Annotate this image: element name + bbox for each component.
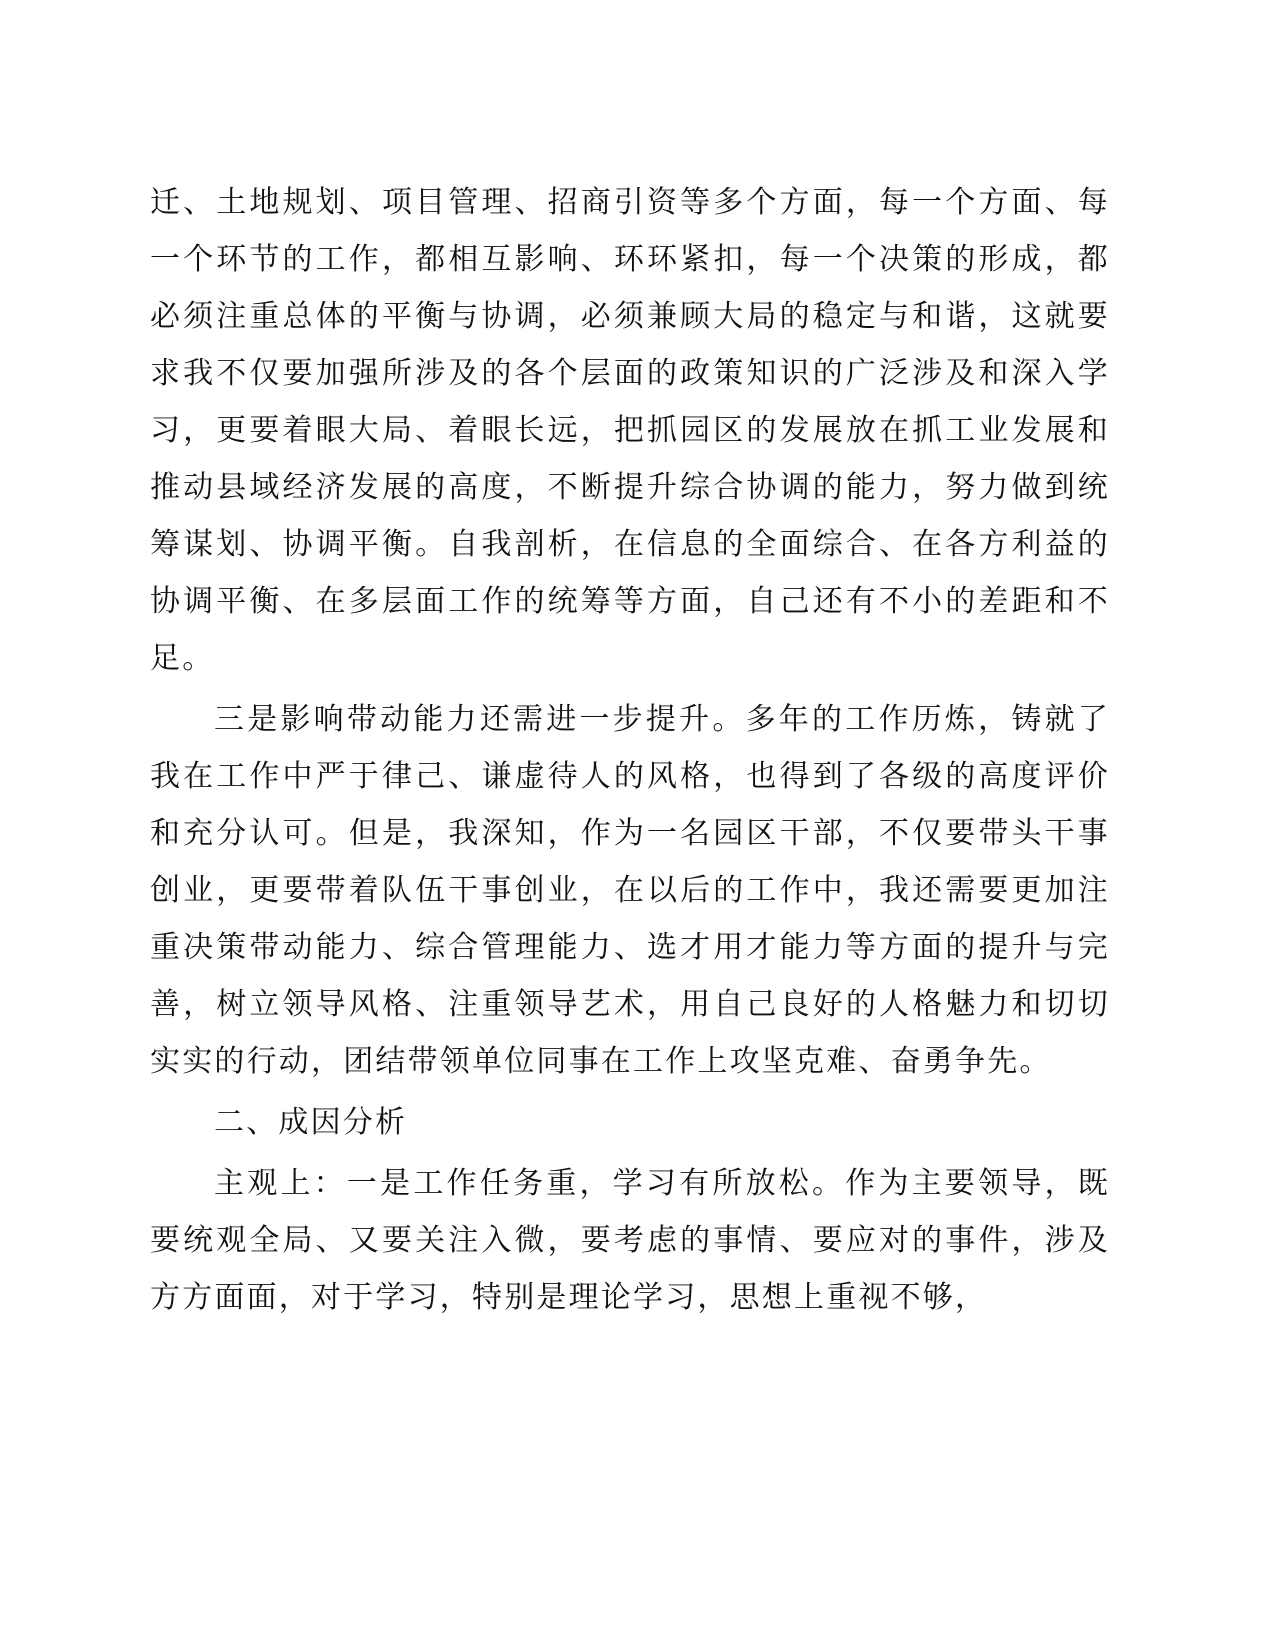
paragraph-point-three: 三是影响带动能力还需进一步提升。多年的工作历炼，铸就了我在工作中严于律己、谦虚待人的风格，也得到了各级的高度评价和充分认可。但是，我深知，作为一名园区干部，不仅要带头干事创业，更要带着队伍干事创业，在以后的工作中，我还需要更加注重决策带动能力、综合管理能力、选才用才能力等方面的提升与完善，树立领导风格、注重领导艺术，用自己良好的人格魅力和切切实实的行动，团结带领单位同事在工作上攻坚克难、奋勇争先。 [150,702,1110,1079]
document-body [150,174,1110,1326]
paragraph-subjective-causes: 主观上：一是工作任务重，学习有所放松。作为主要领导，既要统观全局、又要关注入微，要考虑的事情、要应对的事件，涉及方方面面，对于学习，特别是理论学习，思想上重视不够， [150,1166,1110,1315]
section-heading-cause-analysis: 二、成因分析 [214,1105,408,1140]
paragraph-continuation: 迁、土地规划、项目管理、招商引资等多个方面，每一个方面、每一个环节的工作，都相互影响、环环紧扣，每一个决策的形成，都必须注重总体的平衡与协调，必须兼顾大局的稳定与和谐，这就要求我不仅要加强所涉及的各个层面的政策知识的广泛涉及和深入学习，更要着眼大局、着眼长远，把抓园区的发展放在抓工业发展和推动县域经济发展的高度，不断提升综合协调的能力，努力做到统筹谋划、协调平衡。自我剖析，在信息的全面综合、在各方利益的协调平衡、在多层面工作的统筹等方面，自己还有不小的差距和不足。 [150,185,1110,676]
